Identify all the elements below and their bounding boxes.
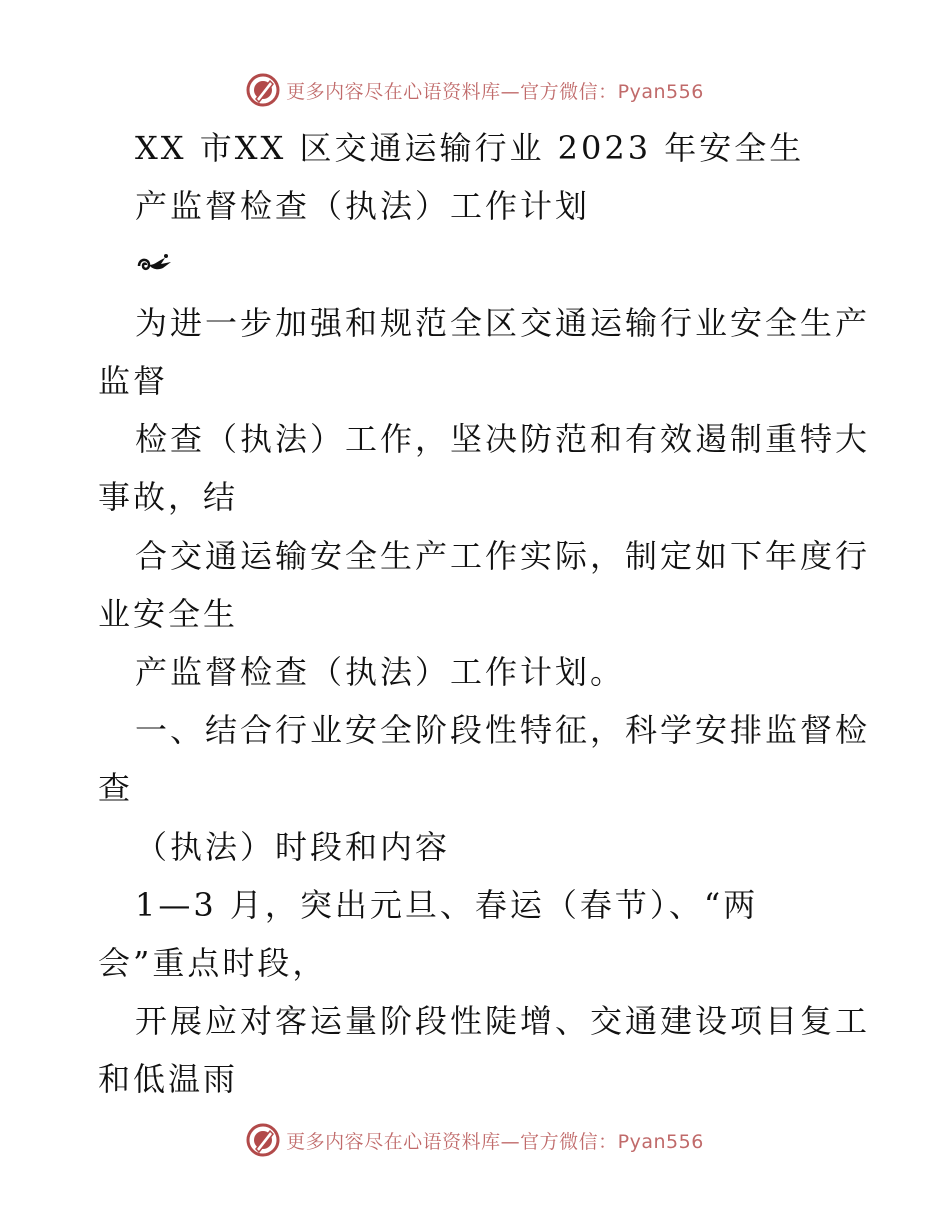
body-line: 为进一步加强和规范全区交通运输行业安全生产 <box>135 304 871 342</box>
pen-logo-icon <box>246 1123 280 1157</box>
section-heading-line: 一、结合行业安全阶段性特征，科学安排监督检 <box>135 711 871 749</box>
document-title-line-2: 产监督检查（执法）工作计划 <box>135 187 591 225</box>
body-line: 开展应对客运量阶段性陡增、交通建设项目复工 <box>135 1002 871 1040</box>
watermark-banner-bottom <box>0 1120 950 1160</box>
body-line: 业安全生 <box>98 595 239 633</box>
body-line: 会”重点时段， <box>98 944 328 982</box>
ornament-icon <box>135 248 175 278</box>
watermark-text: 更多内容尽在心语资料库—官方微信：Pyan556 <box>286 80 704 103</box>
body-line: 检查（执法）工作，坚决防范和有效遏制重特大 <box>135 420 871 458</box>
body-line: 事故，结 <box>98 478 239 516</box>
body-line: 合交通运输安全生产工作实际，制定如下年度行 <box>135 537 871 575</box>
section-heading-line: 查 <box>98 769 134 807</box>
body-line: 和低温雨 <box>98 1060 239 1098</box>
body-line: 监督 <box>98 362 169 400</box>
document-title-line-1: XX 市XX 区交通运输行业 2023 年安全生 <box>135 129 805 167</box>
body-line: 产监督检查（执法）工作计划。 <box>135 653 626 691</box>
pen-logo-icon <box>246 73 280 107</box>
watermark-banner-top <box>0 70 950 110</box>
body-line: 1—3 月，突出元旦、春运（春节）、“两 <box>135 886 759 924</box>
section-heading-line: （执法）时段和内容 <box>135 828 451 866</box>
watermark-text: 更多内容尽在心语资料库—官方微信：Pyan556 <box>286 1130 704 1153</box>
